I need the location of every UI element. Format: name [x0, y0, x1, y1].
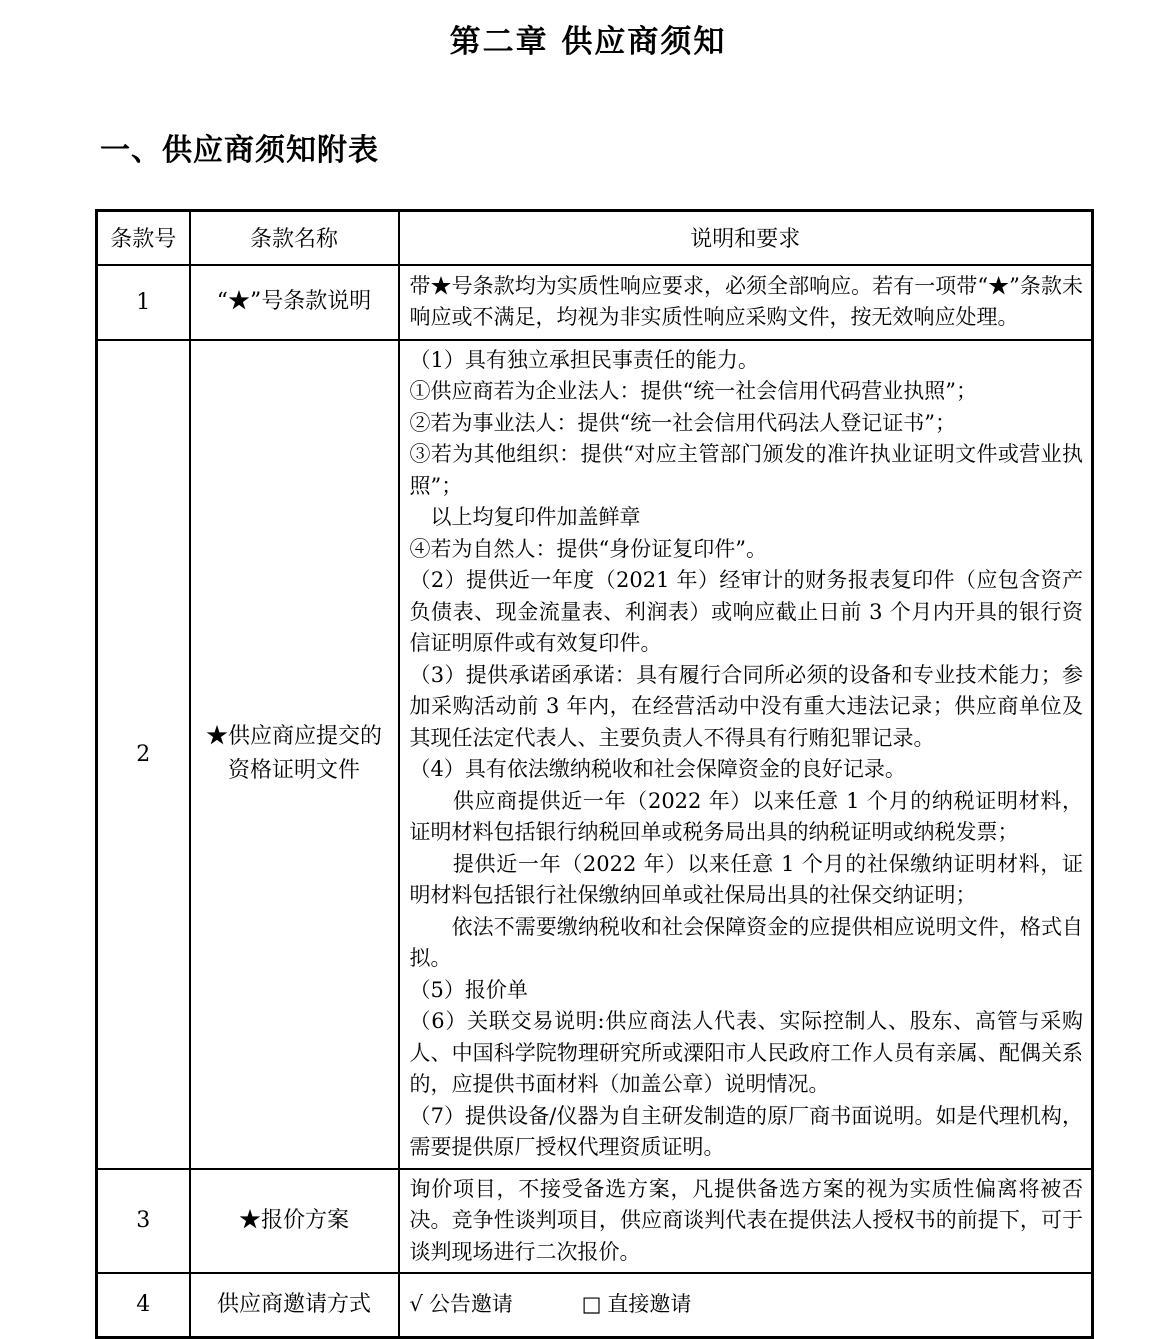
requirement-paragraph: （7）提供设备/仪器为自主研发制造的原厂商书面说明。如是代理机构，需要提供原厂授权代理资质证明。 [409, 1103, 1083, 1159]
column-header-clause-no: 条款号 [97, 211, 190, 265]
requirement-paragraph: ③若为其他组织：提供“对应主管部门颁发的准许执业证明文件或营业执照”； [409, 442, 1083, 498]
section-heading: 一、供应商须知附表 [100, 133, 379, 168]
requirement-paragraph: （6）关联交易说明:供应商法人代表、实际控制人、股东、高管与采购人、中国科学院物理研究所或溧阳市人民政府工作人员有亲属、配偶关系的，应提供书面材料（加盖公章）说明情况。 [409, 1009, 1083, 1096]
clause-number: 2 [97, 340, 190, 1169]
requirement-paragraph: （3）提供承诺函承诺：具有履行合同所必须的设备和专业技术能力；参加采购活动前 3 年内，在经营活动中没有重大违法记录；供应商单位及其现任法定代表人、主要负责人不得具有行贿犯罪记录。 [409, 662, 1083, 750]
page-title: 第二章 供应商须知 [449, 24, 727, 60]
requirement-paragraph: 供应商提供近一年（2022 年）以来任意 1 个月的纳税证明材料，证明材料包括银行纳税回单或税务局出具的纳税证明或纳税发票； [409, 788, 1083, 844]
empty-checkbox-icon: □ [581, 1292, 602, 1316]
requirement-paragraph: 依法不需要缴纳税收和社会保障资金的应提供相应说明文件，格式自拟。 [409, 914, 1083, 970]
requirement-paragraph: （5）报价单 [409, 977, 528, 1002]
clause-number: 4 [97, 1273, 190, 1337]
table-row-qualification-documents [97, 340, 1093, 1169]
clause-name: 供应商邀请方式 [190, 1273, 399, 1337]
checkmark-icon: √ [409, 1292, 423, 1316]
requirement-paragraph: （1）具有独立承担民事责任的能力。 [409, 347, 759, 372]
requirement-paragraph: 提供近一年（2022 年）以来任意 1 个月的社保缴纳证明材料，证明材料包括银行社保缴纳回单或社保局出具的社保交纳证明； [409, 851, 1083, 907]
requirement-paragraph: ②若为事业法人：提供“统一社会信用代码法人登记证书”； [409, 410, 956, 435]
table-row-quotation-plan [97, 1169, 1093, 1274]
requirements-list [410, 345, 1084, 1164]
table-row-invitation-method [97, 1273, 1093, 1337]
clause-name: ★报价方案 [190, 1169, 399, 1274]
invite-option-label: 公告邀请 [428, 1292, 513, 1316]
table-row-star-clause-note [97, 265, 1093, 340]
invite-option-direct [582, 1289, 692, 1321]
requirement-paragraph: ①供应商若为企业法人：提供“统一社会信用代码营业执照”； [409, 379, 977, 403]
requirement-paragraph: ④若为自然人：提供“身份证复印件”。 [409, 536, 767, 561]
invitation-options [399, 1273, 1093, 1337]
table-header-row [97, 211, 1093, 265]
clause-name: ★供应商应提交的资格证明文件 [190, 340, 399, 1169]
invite-option-label: 直接邀请 [607, 1292, 692, 1316]
requirement-paragraph: （4）具有依法缴纳税收和社会保障资金的良好记录。 [409, 757, 906, 781]
supplier-notice-table [95, 209, 1094, 1339]
clause-number: 3 [97, 1169, 190, 1274]
column-header-clause-name: 条款名称 [190, 211, 399, 265]
requirement-paragraph: 以上均复印件加盖鲜章 [409, 505, 641, 529]
invite-option-announcement [410, 1289, 513, 1321]
clause-number: 1 [97, 265, 190, 340]
clause-description: 带★号条款均为实质性响应要求，必须全部响应。若有一项带“★”条款未响应或不满足，均视为非实质性响应采购文件，按无效响应处理。 [399, 265, 1093, 340]
requirement-paragraph: （2）提供近一年度（2021 年）经审计的财务报表复印件（应包含资产负债表、现金流量表、利润表）或响应截止日前 3 个月内开具的银行资信证明原件或有效复印件。 [409, 568, 1083, 655]
column-header-description: 说明和要求 [399, 211, 1093, 265]
clause-name: “★”号条款说明 [190, 265, 399, 340]
clause-description: 询价项目，不接受备选方案，凡提供备选方案的视为实质性偏离将被否决。竞争性谈判项目，供应商谈判代表在提供法人授权书的前提下，可于谈判现场进行二次报价。 [399, 1169, 1093, 1274]
clause-description [399, 340, 1093, 1169]
